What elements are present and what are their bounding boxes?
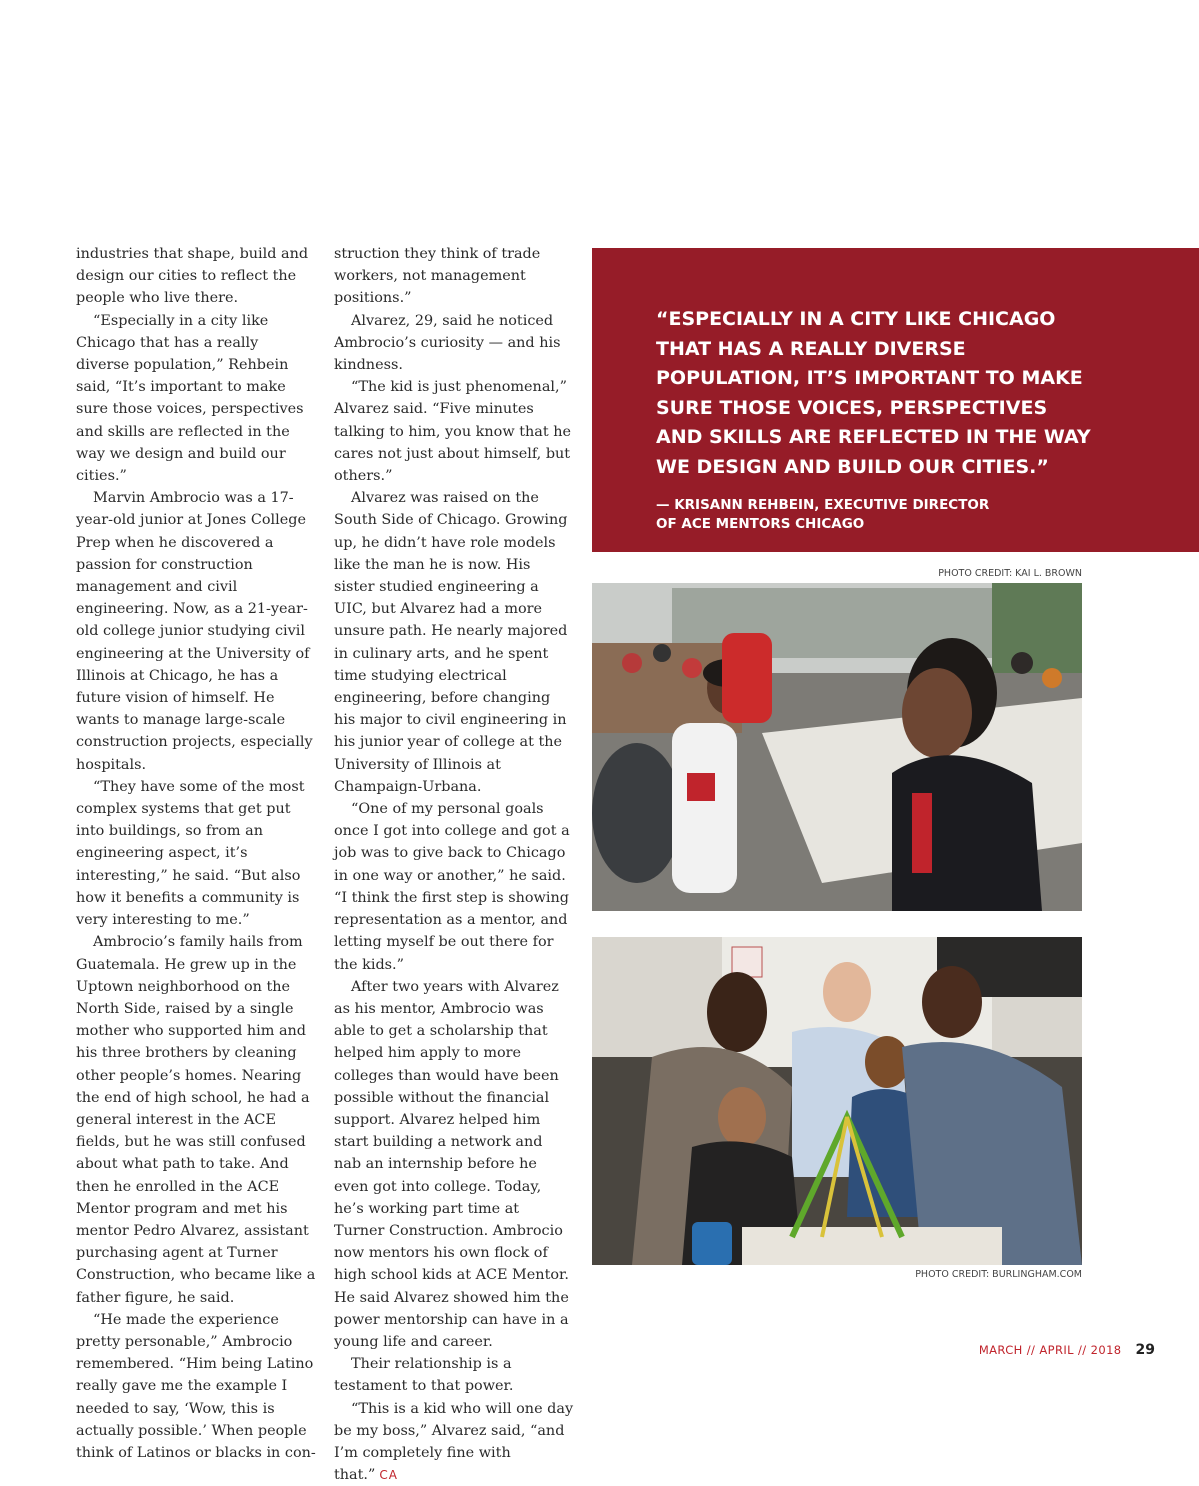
article-paragraph-final: [334, 1398, 574, 1486]
final-paragraph-text: “This is a kid who will one day be my boss,” Alvarez said, “and I’m completely fine with that.”: [334, 1400, 574, 1484]
article-paragraph: “The kid is just phenomenal,” Alvarez said. “Five minutes talking to him, you know that he cares not just about himself, but others.”: [334, 379, 571, 485]
article-paragraph: “He made the experience pretty personable,” Ambrocio remembered. “Him being Latino really gave me the example I needed to say, ‘Wow, this is actually possible.’ When people think of Latinos or blacks in con-: [76, 1311, 316, 1461]
photo-credit-1: PHOTO CREDIT: KAI L. BROWN: [938, 568, 1082, 579]
article-column-1: [76, 243, 316, 1464]
photo-mentor-classroom: [592, 583, 1082, 911]
article-paragraph: Ambrocio’s family hails from Guatemala. He grew up in the Uptown neighborhood on the North Side, raised by a single mother who supported him and his three brothers by cleaning other people’s homes. Nearing the end of high school, he had a general interest in the ACE fields, but he was still confused about what path to take. And then he enrolled in the ACE Mentor program and met his mentor Pedro Alvarez, assistant purchasing agent at Turner Construction, who became like a father figure, he said.: [76, 934, 316, 1306]
article-paragraph: Marvin Ambrocio was a 17-year-old junior at Jones College Prep when he discovered a passion for construction management and civil engineering. Now, as a 21-year-old college junior studying civil engineering at the University of Illinois at Chicago, he has a future vision of himself. He wants to manage large-scale construction projects, especially hospitals.: [76, 490, 313, 773]
page-footer: [979, 1339, 1155, 1358]
article-paragraph: industries that shape, build and design our cities to reflect the people who live there.: [76, 246, 309, 307]
photo-mentors-building-model: [592, 937, 1082, 1265]
article-paragraph: Alvarez, 29, said he noticed Ambrocio’s curiosity — and his kindness.: [334, 312, 561, 374]
article-paragraph: “They have some of the most complex systems that get put into buildings, so from an engineering aspect, it’s interesting,” he said. “But also how it benefits a community is very interesting to me.”: [76, 778, 305, 929]
end-mark: CA: [379, 1468, 398, 1483]
photo-classroom-illustration: [592, 583, 1082, 911]
article-paragraph: “Especially in a city like Chicago that has a really diverse population,” Rehbein said, “It’s important to make sure those voices, perspectives and skills are reflected in the way we design and build our cities.”: [76, 312, 304, 485]
pull-quote-text: “ESPECIALLY IN A CITY LIKE CHICAGO THAT HAS A REALLY DIVERSE POPULATION, IT’S IMPORTANT TO MAKE SURE THOSE VOICES, PERSPECTIVES AND SKILLS ARE REFLECTED IN THE WAY WE DESIGN AND BUILD OUR CITIES.”: [656, 308, 1091, 478]
issue-date: MARCH // APRIL // 2018: [978, 1343, 1122, 1357]
article-column-2: [334, 243, 574, 1486]
photo-model-building-illustration: [592, 937, 1082, 1265]
attribution-line-2: OF ACE MENTORS CHICAGO: [656, 516, 865, 532]
article-paragraph: After two years with Alvarez as his mentor, Ambrocio was able to get a scholarship that helped him apply to more colleges than would have been possible without the financial support. Alvarez helped him start building a network and nab an internship before he even got into college. Today, he’s working part time at Turner Construction. Ambrocio now mentors his own flock of high school kids at ACE Mentor. He said Alvarez showed him the power mentorship can have in a young life and career.: [334, 978, 569, 1350]
article-paragraph: “One of my personal goals once I got into college and got a job was to give back to Chicago in one way or another,” he said. “I think the first step is showing representation as a mentor, and letting myself be out there for the kids.”: [334, 801, 570, 973]
pull-quote-attribution: [656, 496, 1099, 534]
page-number: 29: [1135, 1342, 1155, 1358]
pull-quote-box: [592, 248, 1199, 552]
article-paragraph: struction they think of trade workers, not management positions.”: [334, 246, 541, 307]
article-paragraph: Their relationship is a testament to that power.: [334, 1356, 514, 1395]
attribution-line-1: — KRISANN REHBEIN, EXECUTIVE DIRECTOR: [656, 497, 990, 513]
photo-credit-2: PHOTO CREDIT: BURLINGHAM.COM: [915, 1269, 1082, 1280]
article-paragraph: Alvarez was raised on the South Side of Chicago. Growing up, he didn’t have role models like the man he is now. His sister studied engineering a UIC, but Alvarez had a more unsure path. He nearly majored in culinary arts, and he spent time studying electrical engineering, before changing his major to civil engineering in his junior year of college at the University of Illinois at Champaign-Urbana.: [334, 490, 568, 795]
